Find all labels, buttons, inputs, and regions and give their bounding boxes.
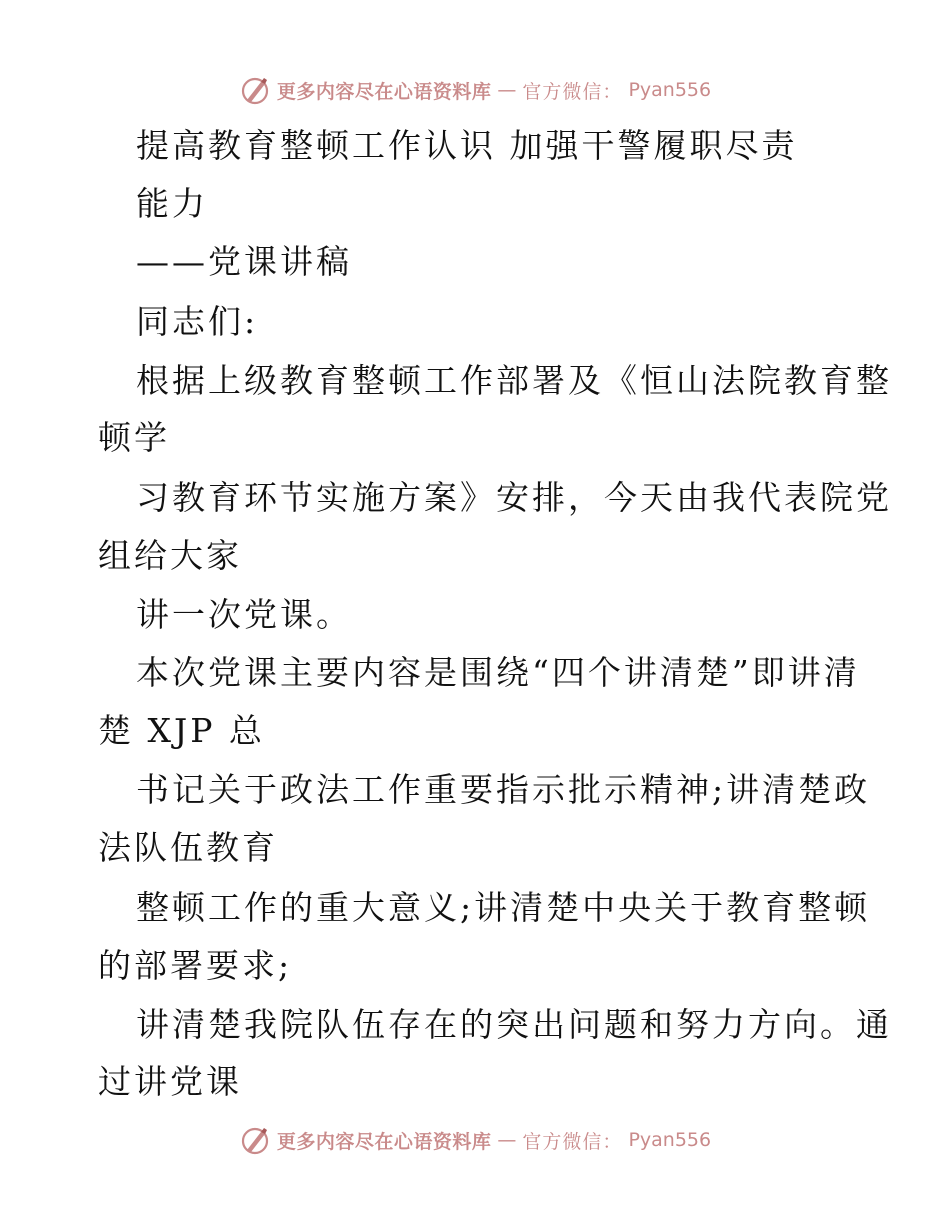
watermark-contact-label: 官方微信：: [522, 1130, 623, 1153]
paragraph-line: 书记关于政法工作重要指示批示精神;讲清楚政: [136, 770, 871, 809]
watermark-handle: Pyan556: [628, 79, 712, 101]
paragraph-line: 的部署要求;: [98, 946, 293, 985]
watermark-contact-label: 官方微信：: [522, 80, 623, 103]
watermark-text: 更多内容尽在心语资料库: [276, 1130, 492, 1153]
paragraph-line: 本次党课主要内容是围绕“四个讲清楚”即讲清: [136, 653, 860, 692]
pen-logo-icon: [239, 1124, 271, 1156]
paragraph-line: 过讲党课: [98, 1062, 242, 1101]
paragraph-line: 组给大家: [98, 536, 242, 575]
pen-logo-icon: [239, 74, 271, 106]
paragraph-line: 法队伍教育: [98, 828, 278, 867]
paragraph-line: 讲清楚我院队伍存在的突出问题和努力方向。通: [136, 1005, 892, 1044]
paragraph-line: 习教育环节实施方案》安排，今天由我代表院党: [136, 478, 892, 517]
document-title-line-2: 能力: [136, 184, 208, 223]
salutation: 同志们:: [136, 302, 259, 341]
paragraph-line: 讲一次党课。: [136, 595, 352, 634]
paragraph-line: 楚 XJP 总: [98, 711, 265, 750]
document-title-line-1: 提高教育整顿工作认识 加强干警履职尽责: [136, 126, 798, 165]
paragraph-line: 根据上级教育整顿工作部署及《恒山法院教育整: [136, 361, 892, 400]
watermark-header: [0, 72, 950, 108]
watermark-handle: Pyan556: [628, 1129, 712, 1151]
paragraph-line: 整顿工作的重大意义;讲清楚中央关于教育整顿: [136, 888, 871, 927]
watermark-text: 更多内容尽在心语资料库: [276, 80, 492, 103]
watermark-footer: [0, 1122, 950, 1158]
document-subtitle: ——党课讲稿: [136, 242, 352, 281]
watermark-separator: —: [497, 79, 517, 101]
watermark-separator: —: [497, 1129, 517, 1151]
paragraph-line: 顿学: [98, 418, 170, 457]
